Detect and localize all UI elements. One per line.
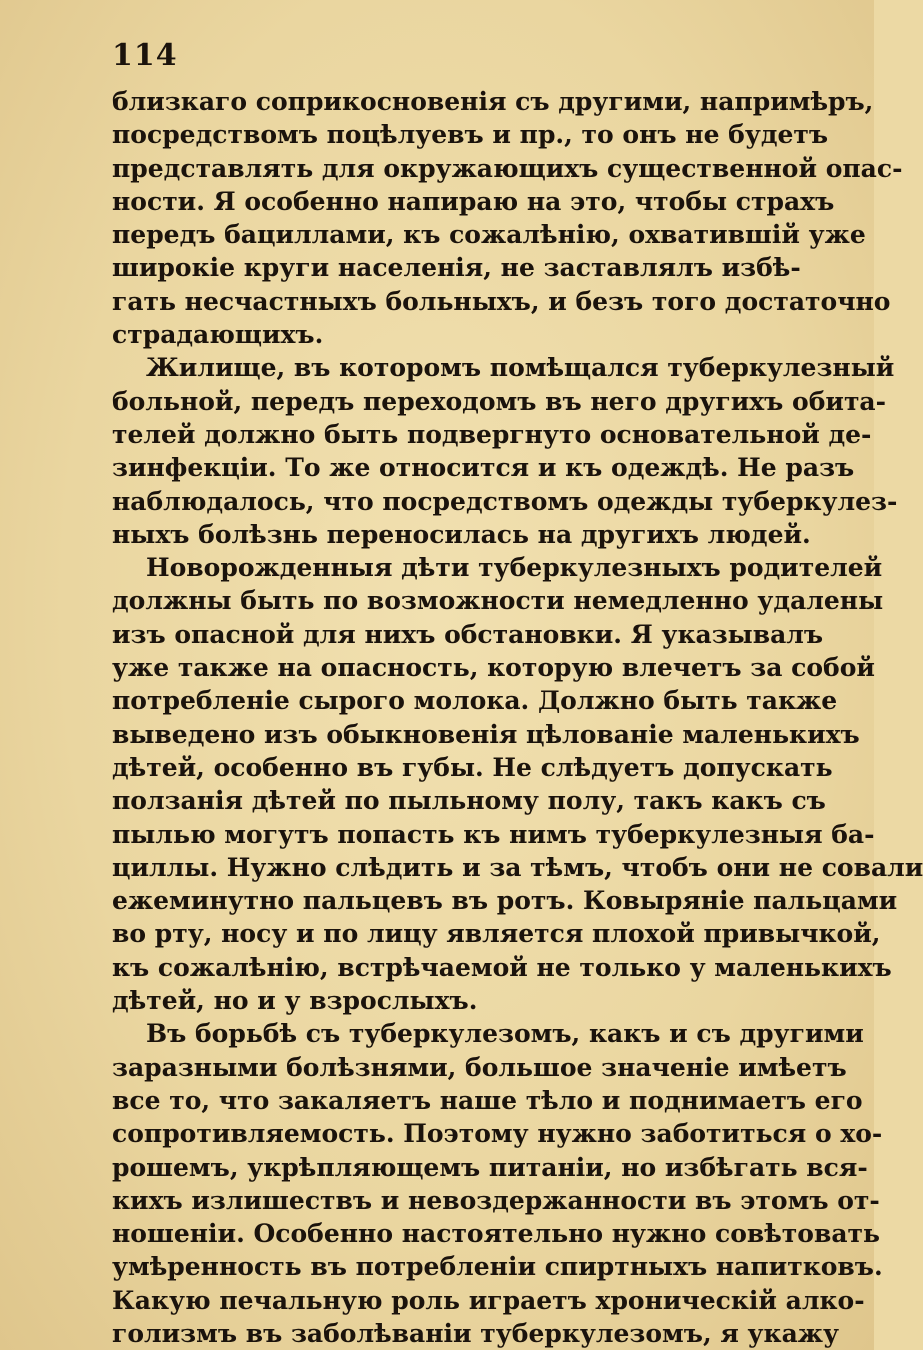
text-line: Въ борьбѣ съ туберкулезомъ, какъ и съ другими (146, 1019, 864, 1049)
text-line: уже также на опасность, которую влечетъ за собой (112, 653, 875, 683)
text-line: заразными болѣзнями, большое значеніе имѣетъ (112, 1052, 847, 1082)
paragraph (112, 1017, 883, 1350)
text-line: представлять для окружающихъ существенной опас- (112, 153, 903, 183)
text-line: передъ бациллами, къ сожалѣнію, охватившій уже (112, 220, 866, 250)
page-text-body (112, 85, 923, 1350)
text-line: ныхъ болѣзнь переносилась на другихъ людей. (112, 519, 811, 549)
text-line: больной, передъ переходомъ въ него другихъ обита- (112, 386, 887, 416)
text-line: зинфекціи. То же относится и къ одеждѣ. Не разъ (112, 453, 855, 483)
text-line: широкіе круги населенія, не заставлялъ избѣ- (112, 253, 801, 283)
text-line: пылью могутъ попасть къ нимъ туберкулезныя ба- (112, 819, 875, 849)
text-line: посредствомъ поцѣлуевъ и пр., то онъ не будетъ (112, 120, 829, 150)
text-line: во рту, носу и по лицу является плохой привычкой, (112, 919, 881, 949)
text-line: близкаго соприкосновенія съ другими, напримѣръ, (112, 87, 874, 116)
paragraph (112, 351, 898, 551)
text-line: выведено изъ обыкновенія цѣлованіе маленькихъ (112, 719, 860, 749)
text-line: страдающихъ. (112, 320, 324, 350)
text-line: потребленіе сырого молока. Должно быть также (112, 686, 838, 716)
text-line: ползанія дѣтей по пыльному полу, такъ какъ съ (112, 786, 826, 816)
text-line: Жилище, въ которомъ помѣщался туберкулезный (146, 353, 895, 383)
text-line: голизмъ въ заболѣваніи туберкулезомъ, я укажу (112, 1318, 840, 1348)
text-line: наблюдалось, что посредствомъ одежды туберкулез- (112, 486, 898, 516)
text-line: изъ опасной для нихъ обстановки. Я указывалъ (112, 619, 824, 649)
text-line: сопротивляемость. Поэтому нужно заботиться о хо- (112, 1119, 883, 1149)
page-number: 114 (112, 38, 178, 73)
text-line: къ сожалѣнію, встрѣчаемой не только у маленькихъ (112, 952, 892, 982)
paragraph (112, 85, 903, 351)
text-line: Какую печальную роль играетъ хроническій алко- (112, 1285, 865, 1315)
text-line: ежеминутно пальцевъ въ ротъ. Ковыряніе пальцами (112, 886, 898, 916)
text-line: должны быть по возможности немедленно удалены (112, 586, 884, 616)
text-line: телей должно быть подвергнуто основательной де- (112, 419, 872, 449)
text-line: ношеніи. Особенно настоятельно нужно совѣтовать (112, 1219, 881, 1249)
text-line: гать несчастныхъ больныхъ, и безъ того достаточно (112, 286, 891, 316)
text-line: все то, что закаляетъ наше тѣло и поднимаетъ его (112, 1085, 863, 1115)
text-line: умѣренность въ потребленіи спиртныхъ напитковъ. (112, 1252, 883, 1282)
paragraph (112, 551, 923, 1017)
text-line: Новорожденныя дѣти туберкулезныхъ родителей (146, 553, 883, 583)
text-line: ности. Я особенно напираю на это, чтобы страхъ (112, 186, 835, 216)
text-line: циллы. Нужно слѣдить и за тѣмъ, чтобъ они не совали (112, 852, 923, 882)
text-line: дѣтей, особенно въ губы. Не слѣдуетъ допускать (112, 752, 833, 782)
text-line: дѣтей, но и у взрослыхъ. (112, 986, 478, 1016)
text-line: кихъ излишествъ и невоздержанности въ этомъ от- (112, 1185, 880, 1215)
text-line: рошемъ, укрѣпляющемъ питаніи, но избѣгать вся- (112, 1152, 868, 1182)
